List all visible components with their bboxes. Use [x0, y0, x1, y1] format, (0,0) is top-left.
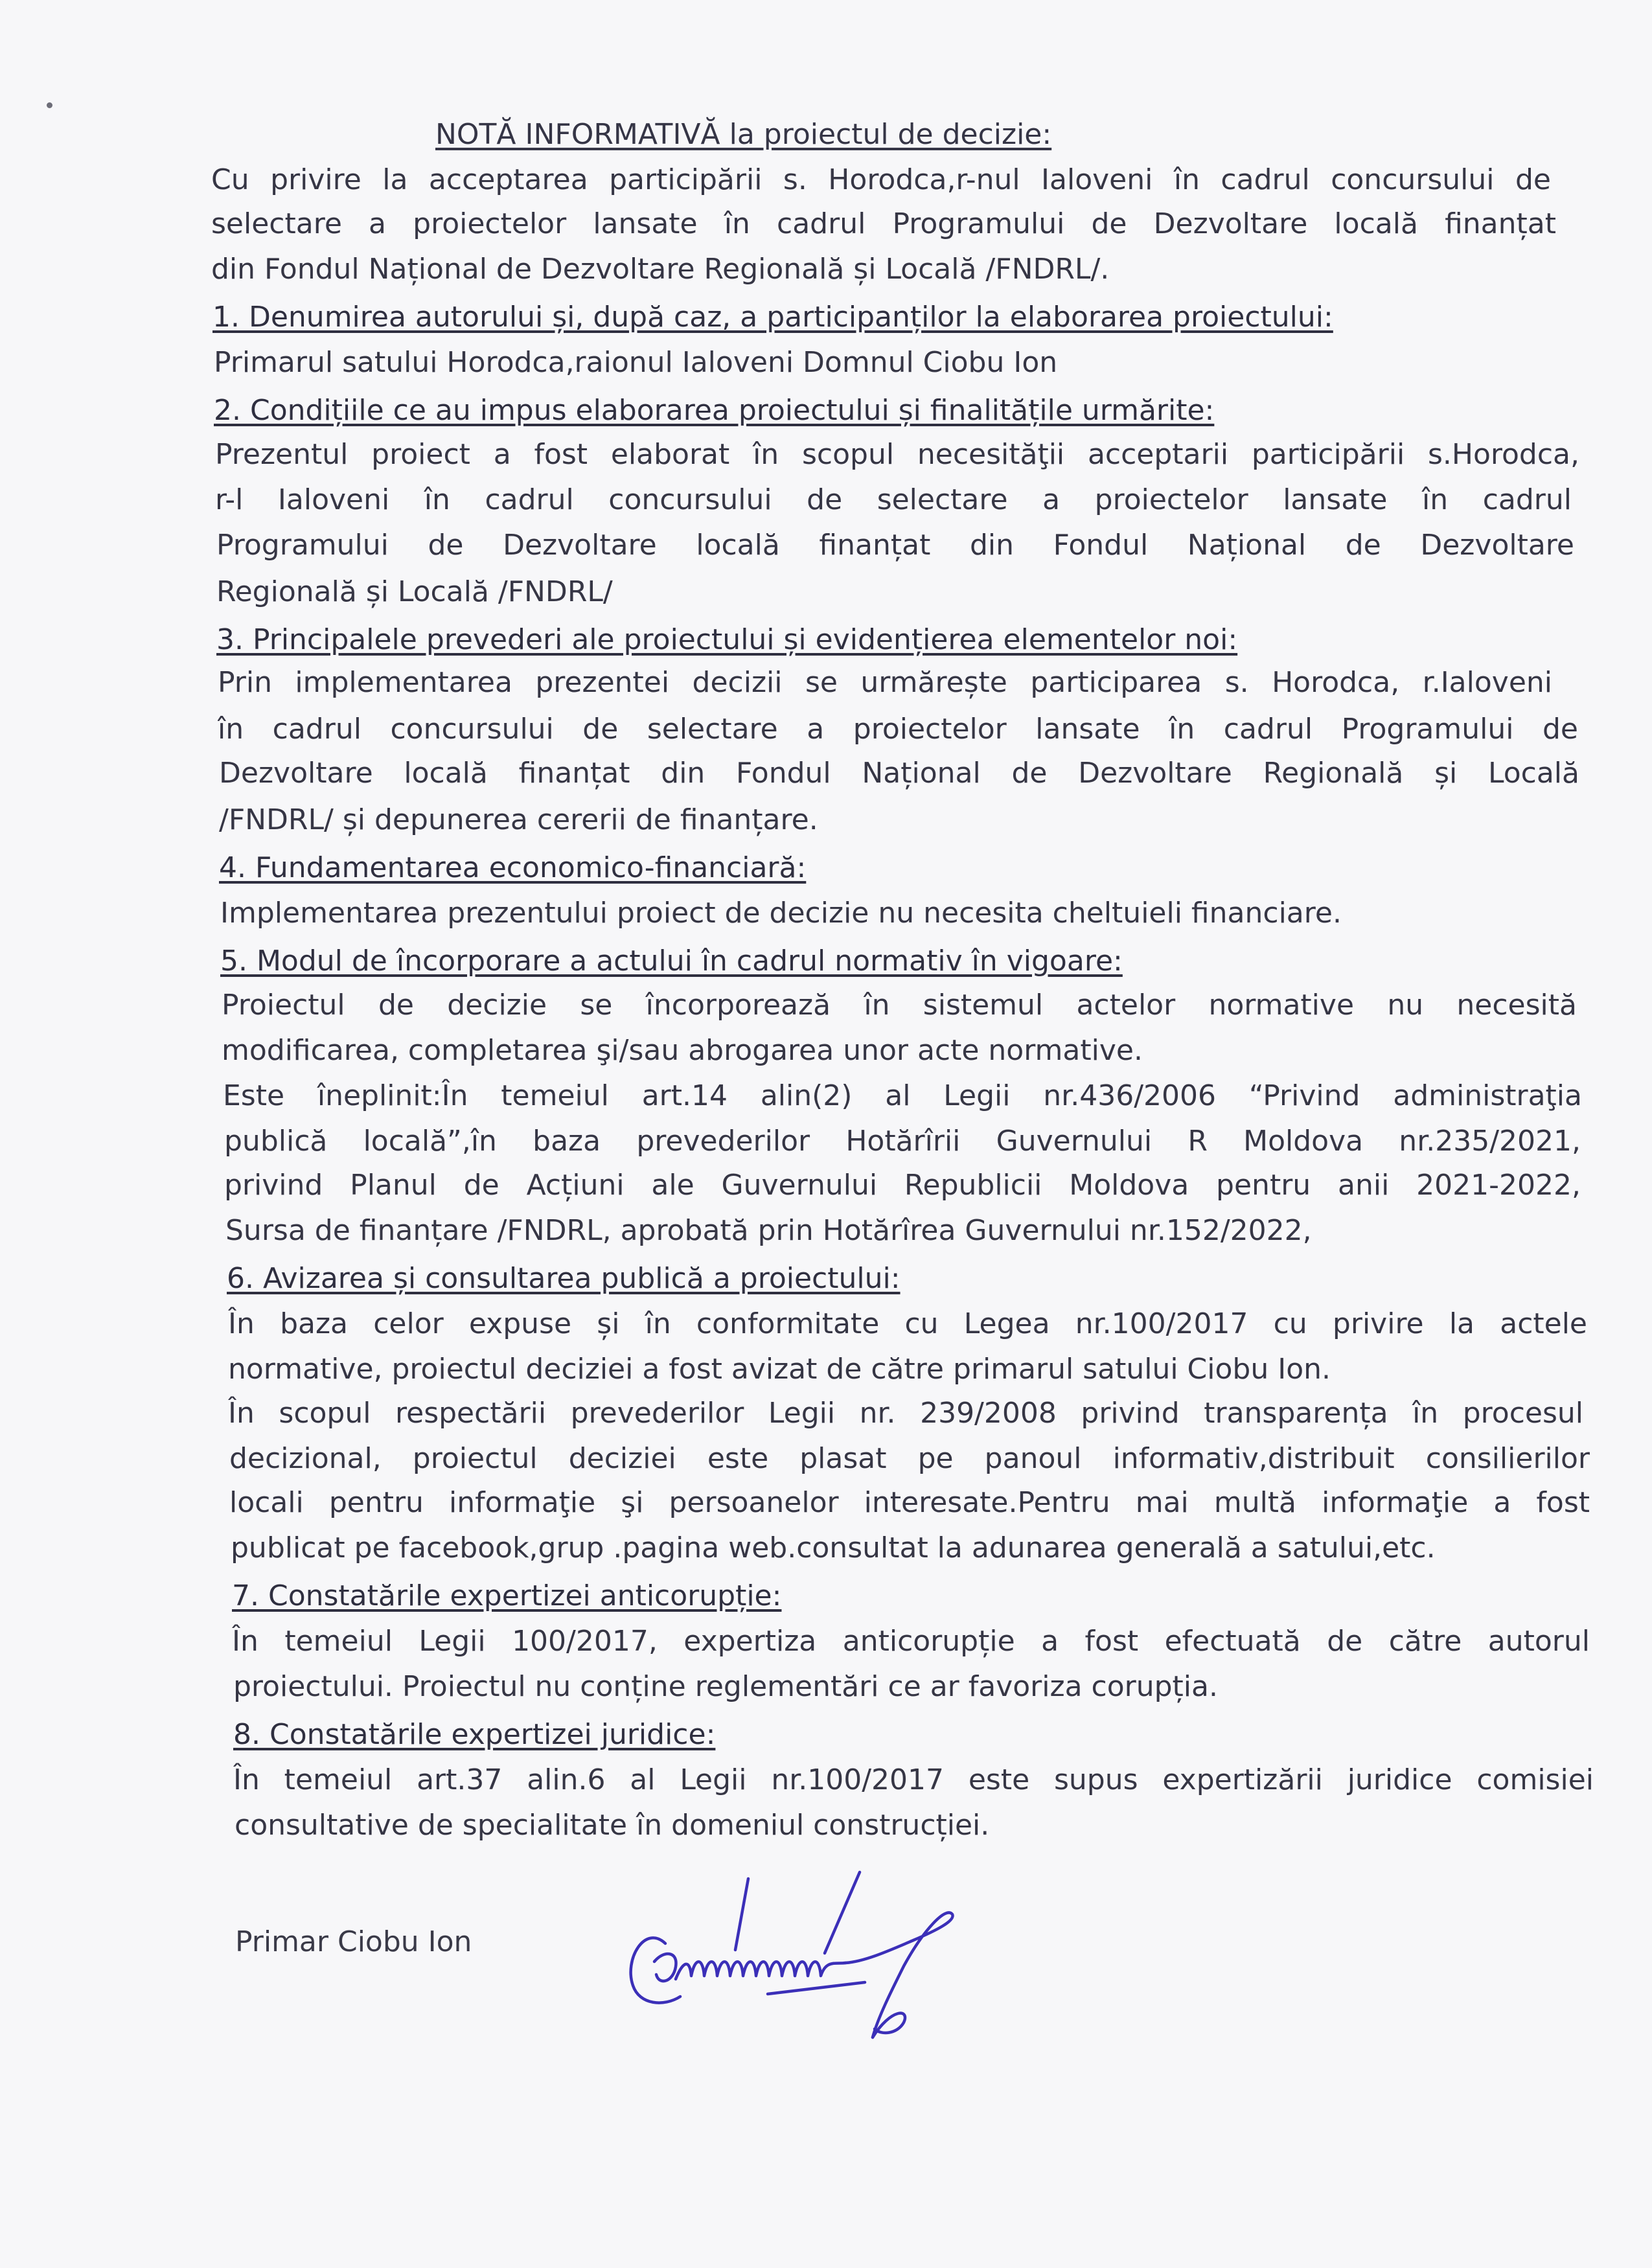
section-3-line: /FNDRL/ și depunerea cererii de finanțare. [219, 803, 818, 836]
section-5-heading: 5. Modul de încorporare a actului în cadrul normativ în vigoare: [220, 945, 1123, 978]
section-4-heading: 4. Fundamentarea economico-financiară: [219, 851, 807, 884]
signatory-name: Primar Ciobu Ion [235, 1925, 472, 1958]
section-1-heading: 1. Denumirea autorului și, după caz, a participanților la elaborarea proiectului: [212, 301, 1333, 334]
section-6-line: În scopul respectării prevederilor Legii nr. 239/2008 privind transparența în procesul [228, 1397, 1583, 1430]
section-2-line: Prezentul proiect a fost elaborat în scopul necesităţii acceptarii participării s.Horodca, [215, 438, 1579, 471]
section-3-line: Dezvoltare locală finanțat din Fondul Național de Dezvoltare Regională și Locală [219, 757, 1579, 790]
section-5-line: Sursa de finanțare /FNDRL, aprobată prin Hotărîrea Guvernului nr.152/2022, [225, 1214, 1312, 1247]
section-8-line: În temeiul art.37 alin.6 al Legii nr.100/2017 este supus expertizării juridice comisiei [233, 1763, 1594, 1796]
section-7-line: proiectului. Proiectul nu conține reglementări ce ar favoriza corupția. [233, 1670, 1218, 1703]
section-6-heading: 6. Avizarea și consultarea publică a proiectului: [227, 1262, 901, 1295]
section-3-heading: 3. Principalele prevederi ale proiectului și evidențierea elementelor noi: [216, 623, 1238, 656]
section-2-line: Programului de Dezvoltare locală finanțat din Fondul Național de Dezvoltare [216, 529, 1574, 562]
section-8-heading: 8. Constatările expertizei juridice: [233, 1718, 716, 1751]
section-5-line: publică locală”,în baza prevederilor Hotărîrii Guvernului R Moldova nr.235/2021, [224, 1125, 1581, 1158]
section-4-line: Implementarea prezentului proiect de decizie nu necesita cheltuieli financiare. [220, 897, 1342, 930]
section-5-line: modificarea, completarea şi/sau abrogarea unor acte normative. [222, 1034, 1143, 1067]
section-3-line: în cadrul concursului de selectare a proiectelor lansate în cadrul Programului de [218, 713, 1578, 746]
section-2-heading: 2. Condițiile ce au impus elaborarea proiectului și finalitățile urmărite: [214, 394, 1215, 427]
section-5-line: Proiectul de decizie se încorporează în sistemul actelor normative nu necesită [222, 989, 1577, 1022]
section-6-line: decizional, proiectul deciziei este plasat pe panoul informativ,distribuit consilierilor [229, 1442, 1590, 1475]
intro-line: selectare a proiectelor lansate în cadrul Programului de Dezvoltare locală finanțat [211, 207, 1556, 240]
section-6-line: locali pentru informaţie şi persoanelor interesate.Pentru mai multă informaţie a fost [229, 1486, 1590, 1519]
intro-line: din Fondul Național de Dezvoltare Regională și Locală /FNDRL/. [211, 253, 1110, 286]
section-3-line: Prin implementarea prezentei decizii se urmărește participarea s. Horodca, r.Ialoveni [218, 666, 1552, 699]
section-5-line: Este îneplinit:În temeiul art.14 alin(2) al Legii nr.436/2006 “Privind administraţia [223, 1079, 1582, 1112]
scan-speck [47, 102, 52, 108]
section-7-heading: 7. Constatările expertizei anticorupție: [232, 1579, 782, 1612]
section-5-line: privind Planul de Acțiuni ale Guvernului Republicii Moldova pentru anii 2021-2022, [224, 1169, 1581, 1202]
document-title: NOTĂ INFORMATIVĂ la proiectul de decizie: [435, 118, 1052, 151]
intro-line: Cu privire la acceptarea participării s. Horodca,r-nul Ialoveni în cadrul concursului de [211, 163, 1551, 196]
section-1-line: Primarul satului Horodca,raionul Ialoveni Domnul Ciobu Ion [214, 346, 1058, 379]
section-6-line: normative, proiectul deciziei a fost avizat de către primarul satului Ciobu Ion. [228, 1353, 1331, 1386]
section-6-line: În baza celor expuse și în conformitate cu Legea nr.100/2017 cu privire la actele [228, 1307, 1587, 1340]
section-8-line: consultative de specialitate în domeniul construcției. [235, 1809, 990, 1842]
section-2-line: Regională și Locală /FNDRL/ [216, 575, 613, 608]
handwritten-signature [619, 1853, 994, 2047]
section-6-line: publicat pe facebook,grup .pagina web.consultat la adunarea generală a satului,etc. [231, 1531, 1436, 1564]
section-7-line: În temeiul Legii 100/2017, expertiza anticorupție a fost efectuată de către autorul [232, 1625, 1590, 1658]
section-2-line: r-l Ialoveni în cadrul concursului de selectare a proiectelor lansate în cadrul [215, 483, 1572, 516]
